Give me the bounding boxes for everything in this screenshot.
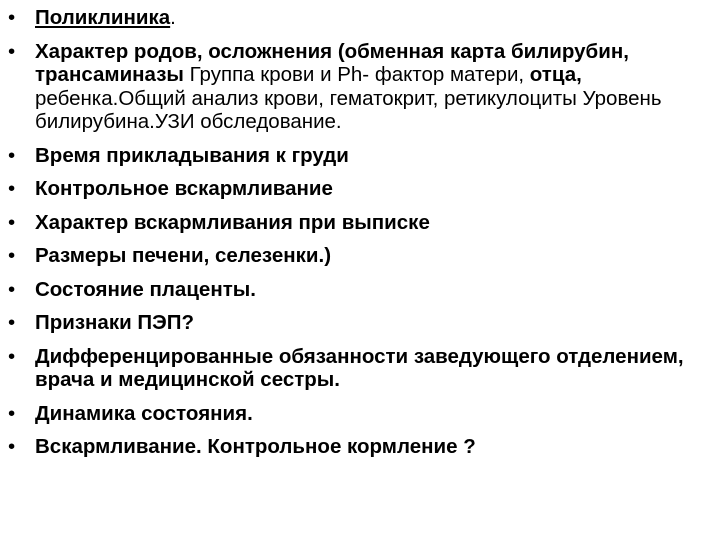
item-text: Динамика состояния.: [35, 401, 253, 425]
birth-text-father: отца,: [529, 63, 582, 86]
list-item-duties: [8, 345, 708, 392]
item-text: Контрольное вскармливание: [35, 177, 333, 200]
heading-polyclinic: Поликлиника: [35, 6, 171, 29]
item-text: Признаки ПЭП?: [35, 311, 194, 334]
item-text: Дифференцированные обязанности заведующего отделением, врача и медицинской сестры.: [35, 344, 684, 391]
item-text: Вскармливание. Контрольное кормление ?: [35, 435, 476, 458]
list-item-discharge-feeding: [8, 211, 708, 235]
bullet-icon: •: [8, 143, 16, 167]
item-text: Время прикладывания к груди: [35, 143, 349, 167]
list-item-liver-size: [8, 244, 708, 268]
item-text: Размеры печени, селезенки.): [35, 244, 332, 267]
bullet-icon: •: [8, 401, 16, 425]
bullet-icon: •: [8, 244, 16, 267]
list-item-breast-time: [8, 144, 708, 168]
item-text: Состояние плаценты.: [35, 277, 256, 301]
list-item-placenta: [8, 278, 708, 302]
bullet-icon: •: [8, 277, 16, 301]
bullet-list: [8, 6, 708, 469]
birth-text-normal: Группа крови и Ph- фактор матери,: [183, 63, 530, 86]
bullet-icon: •: [8, 344, 16, 368]
bullet-icon: •: [8, 210, 16, 234]
list-item-dynamics: [8, 402, 708, 426]
bullet-icon: •: [8, 311, 16, 334]
birth-text-bold: Характер родов, осложнения (обменная карта билирубин, трансаминазы: [35, 39, 629, 86]
bullet-icon: •: [8, 6, 16, 29]
bullet-icon: •: [8, 177, 16, 200]
item-text: Характер вскармливания при выписке: [35, 210, 430, 234]
birth-text-rest: ребенка.Общий анализ крови, гематокрит, ретикулоциты Уровень билирубина.УЗИ обследование.: [35, 86, 662, 133]
list-item-pep-signs: [8, 311, 708, 335]
list-item-polyclinic: [8, 6, 708, 30]
bullet-icon: •: [8, 435, 16, 458]
bullet-icon: •: [8, 39, 16, 63]
list-item-feeding: [8, 435, 708, 459]
list-item-birth-character: [8, 40, 708, 134]
list-item-control-feeding: [8, 177, 708, 201]
heading-period: .: [170, 6, 176, 29]
